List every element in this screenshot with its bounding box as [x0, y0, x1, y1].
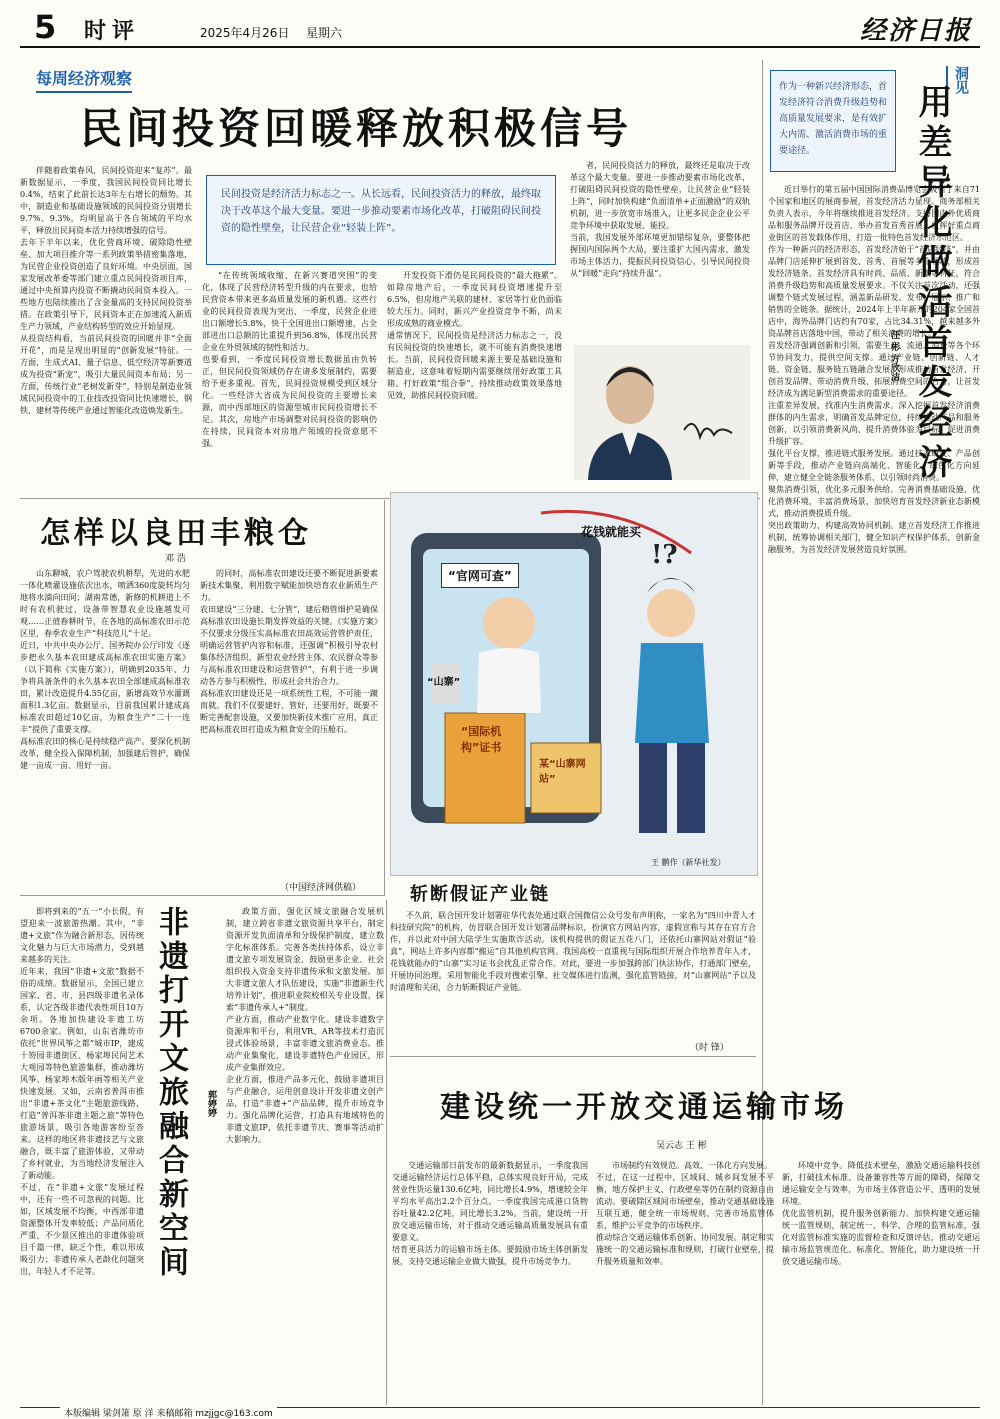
newspaper-logo: 经济日报	[860, 16, 973, 46]
main-pull-quote: 民间投资是经济活力标志之一。从长远看，民间投资活力的释放，最终取决于改革这个最大变量。要进一步推动要素市场化改革，打破阻碍民间投资的隐性壁垒，让民营企业“轻装上阵”。	[206, 175, 556, 265]
fake-cert-body: 不久前，联合国开发计划署驻华代表处通过联合国微信公众号发布声明称，一家名为“四川中青人才科技研究院”的机构，仿冒联合国开发计划署品牌标识，扮演官方网站内容，虚假宣称与其存在官方合作，并以此对中国大陆学生实施欺诈活动。该机构提供的假证五花八门，还依托山寨网站对假证“验真”，网站上许多内容都“搬运”自其他机构官网。我国高校一直重视与国际组织开展合作培养青年人才，花钱就能办的“山寨”实习证书会扰乱正常合作。对此，要进一步加强跨部门执法协作，打通部门壁垒，开展协同治理。采用智能化手段对搜索引擎、社交媒体进行监测，强化监管链接，对“山寨网站”予以及时清理和关闭，合力斩断假证产业链。	[390, 911, 756, 992]
author-portrait	[574, 345, 750, 480]
main-body-col3: 开发投资下滑仍是民间投资的“最大拖累”。如除房地产后，一季度民间投资增速提升至6.5%，但房地产关联的建材、家居等行业仍面临较大压力。同时，新兴产业投资竞争不断，尚未形成成熟的商业模式。 通常情况下，民间投资是经济活力标志之一，没有民间投资的快速增长，就不可能有消费快速增长。当前，民间投资回暖来源主要是基础设施和制造业，这意味着短期内需要继续用好政策工具箱、打好政策“组合拳”，持续推动政策效果落地见效，助推民间投资回暖。	[387, 271, 562, 400]
dongjian-pull-quote: 作为一种新兴经济形态，首发经济符合消费升级趋势和高质量发展要求，是有效扩大内需、激活消费市场的重要途径。	[770, 70, 896, 172]
divider-fake-cert	[390, 1056, 756, 1057]
main-body-col2: “在传统领域收缩、在新兴赛道突围”的变化，体现了民营经济转型升级的内在要求，也给民营资本带来更多高质量发展的新机遇。这些行业的民间投资表现为突出，一季度，民营企业进出口额增长5.8%，快于全国进出口额增速，占全部进出口总额的比重提升到56.8%，体现出民营企业在外贸领域的韧性和活力。 也要看到，一季度民间投资增长数据虽由负转正，但民间投资领域仍存在诸多发展制约，需要给予更多重视。首先，民间投资规模受到区域分化。一些经济大省成为民间投资的主要增长来源，而中西部地区的资源型城市民间投资增长不足。其次，房地产市场调整对民间投资的影响仍在持续，民间资本对房地产领域的投资意愿不强。	[202, 271, 377, 448]
main-body-col1: 伴随着政策春风，民间投资迎来“复苏”。最新数据显示，一季度，我国民间投资同比增长0.4%，结束了此前长达3年左右增长的颓势。其中，制造业和基础设施领域的民间投资分别增长9.7%、9.3%，均明显高于各自领域的平均水平，释放出民间资本活力持续增强的信号。 去年下半年以来，优化营商环境、破除隐性壁垒、加大项目推介等一系列政策举措密集落地，为民营企业投资创造了良好环境。中央层面，国家发展改革委等部门建立重点民间投资项目库，通过中央预算内投资不断撬动民间资本投入。一些地方也陆续推出了含金量高的支持民间投资举措。在政策引导下，民间资本正在加速流入新质生产力领域，产业结构转型的效应开始显现。 从投资结构看，当前民间投资的回暖并非“全面开花”，而是呈现出明显的“创新发展”特征。一方面，生成式AI、量子信息、低空经济等新赛道成为投资“新宠”，吸引大量民间资本布局；另一方面，传统行业“老树发新芽”，特别是制造业领域民间投资中的工业技改投资同比快速增长，钢铁、建材等传统产业通过智能化改造焕发新生。	[20, 166, 192, 415]
cartoon-exclaim: !?	[651, 540, 678, 570]
fake-cert-headline: 斩断假证产业链	[410, 884, 550, 905]
cartoon-label-certificate: “国际机构”证书	[461, 725, 502, 754]
transport-body-col3: 环境中竞争。降低技术壁垒，激励交通运输科技创新，打破技术标准、设备兼容性等方面的障碍，保障交通运输安全与效率，为市场主体营造公平、透明的发展环境。 优化监管机制，提升服务创新能力。加快构建交通运输统一监管规则，制定统一、科学、合理的监管标准，强化对监管标准实施的监督检查和反馈评估，推动交通运输市场监管规范化、标准化、智能化，助力建设统一开放交通运输市场。	[782, 1161, 980, 1266]
cartoon-label-official: “官网可查”	[441, 563, 519, 588]
dongjian-body: 近日举行的第五届中国国际消费品博览会吸引了来自71个国家和地区的展商参展，首发经济活力显现。商务部相关负责人表示，今年将继续推进首发经济。支持国内外优质商品和服务品牌开设首店、举办首发首秀首展，发挥好重点商业街区的首发载体作用，打造一批特色首发经济示范区。 作为一种新兴的经济形态，首发经济始于“首店经济”，并由品牌门店延伸扩展到首发、首秀、首展等多个领域，形成首发经济链条。首发经济具有时尚、品质、新潮等特征，符合消费升级趋势和高质量发展要求。不仅关注首次活动，还强调整个链式发展过程，涵盖新品研发、发布、展示、推广和销售的全链条。据统计，2024年上半年新开的204家全国首店中，海外品牌门店约有70家，占比34.31%，越来越多外资品牌首店落地中国，带动了相关消费的增长。 首发经济强调创新和引领，需要生产、流通、消费等各个环节协同发力，提供空间支撑。通过产业链、创新链、人才链、资金链、服务链五链融合发展，形成推动首发经济、开创首发品牌、带动消费升级、拓展消费空间的合力，让首发经济成为满足新型消费需求的重要途径。 注重差异发展，找准内生消费需求。深入挖掘首发经济消费群体的内生需求，明确首发品牌定位，持续推动产品和服务创新，以引领消费新风尚、提升消费体验为目标，促进消费升级扩容。 强化平台支撑，推进链式服务发展。通过技术研发、产品创新等手段，推动产业链向高端化、智能化、绿色化方向延伸，建立健全全链条服务体系，以引领时尚消费。 聚焦消费引领，优化多元服务供给。完善消费基础设施，优化消费环境，丰富消费场景，加快培育首发经济新业态新模式，推动消费提质升级。 突出政策助力，构建高效协同机制。建立首发经济工作推进机制，统筹协调相关部门，健全知识产权保护体系，创新金融服务，为首发经济发展营造良好氛围。	[768, 185, 980, 554]
issue-date: 2025年4月26日	[200, 26, 290, 40]
grain-source: （中国经济网供稿）	[280, 883, 362, 893]
column-tag: 每周经济观察	[36, 66, 132, 93]
main-body-col4: 者，民间投资活力的释放，最终还是取决于改革这个最大变量。要进一步推动要素市场化改革，打破阻碍民间投资的隐性壁垒，让民营企业“轻装上阵”，同时加快构建“负面清单+正面激励”的双轨机制，进一步放宽市场准入，让更多民企企业公平竞争环境中获取发展、能投。 当前，我国发展外部环境更加错综复杂，要整体把握国内国际两个大局，要注重扩大国内需求，激发市场主体活力，提振民间投资信心，引导民间投资从“回暖”走向“持续升温”。	[570, 161, 750, 278]
divider-grain	[384, 500, 385, 895]
footer-editors: 本版编辑 梁剑箫 原 洋 来稿邮箱 mzjjgc@163.com	[60, 1406, 277, 1419]
grain-body-col1: 山东聊城，农户驾驶农机耕犁，先进的水肥一体化喷灌设施依次出水，喷洒360度旋转均匀地将水滴向田间；湖南常德，新修的机耕道上不时有农机驶过，设备带智慧农业设施越发可观……正值春耕时节，在各地的高标准农田示范区里，春季农业生产“科技范儿”十足。 近日，中共中央办公厅、国务院办公厅印发《逐步把永久基本农田建成高标准农田实施方案》（以下简称《实施方案》），明确到2035年，力争将具备条件的永久基本农田全部建成高标准农田，累计改造提升4.55亿亩，新增高效节水灌溉面积1.3亿亩。数据显示，目前我国累计建成高标准农田超过10亿亩，为粮食生产“二十一连丰”提供了重要支撑。 高标准农田的核心是持续稳产高产。要深化机制改革，健全投入保障机制，加强建后管护，确保建一亩成一亩、用好一亩。	[20, 569, 190, 770]
cartoon	[390, 492, 758, 876]
heritage-author: 郭婷婷	[206, 1090, 216, 1117]
masthead-rule	[20, 46, 980, 48]
heritage-body-col2: 政策方面，强化区域文旅融合发展机制，建立跨省非遗文旅资源共享平台，制定资源开发负面清单和分级保护制度，建立数字化标准体系。完善各类扶持体系，设立非遗文旅专项发展资金，鼓励更多企业、社会组织投入资金支持非遗传承和文旅发展。加大非遗文旅人才队伍建设，实施“非遗新生代培养计划”，推进职业院校相关专业设置，探索“非遗传承人+”制度。 产业方面，推动产业数字化。建设非遗数字资源库和平台，利用VR、AR等技术打造沉浸式体验场景，丰富非遗文旅消费业态。推动产业集聚化，建设非遗特色产业园区，形成产业集群效应。 企业方面，推进产品多元化，鼓励非遗项目与产业融合，运用创意设计开发非遗文创产品，打造“非遗+”产品品牌，提升市场竞争力。强化品牌化运营，打造具有地域特色的非遗文旅IP，依托非遗节庆、赛事等活动扩大影响力。	[226, 907, 384, 1144]
divider-heritage	[386, 900, 387, 1405]
divider-grain-bottom	[20, 895, 385, 896]
issue-weekday: 星期六	[306, 26, 343, 40]
transport-body-col1: 交通运输部日前发布的最新数据显示，一季度我国交通运输经济运行总体平稳，总体实现良好开局，完成营业性货运量130.6亿吨，同比增长4.9%，增速较全年平均水平高出2.2个百分点。一季度我国完成港口货物吞吐量42.2亿吨，同比增长3.2%。当前，建设统一开放交通运输市场，对于推动交通运输高质量发展具有重要意义。 培育更具活力的运输市场主体。要鼓励市场主体创新发展，支持交通运输企业做大做强，提升市场竞争力。	[392, 1161, 588, 1266]
grain-body-col2: 的同时，高标准农田建设还要不断促进新要素新技术集聚，利用数字赋能加快培育农业新质生产力。 农田建设“三分建、七分管”，建后精管细护是确保高标准农田设施长期发挥效益的关键。《实施方案》不仅要求分级压实高标准农田高效运营管护责任，明确运营管护内容和标准，还强调“积极引导农村集体经济组织、新型农业经营主体、农民群众等参与高标准农田建设和运营管护”，有利于进一步调动各方参与积极性，形成社会共治合力。 高标准农田建设还是一项系统性工程，不可能一蹴而就。我们不仅要建好、管好，还要用好，既要不断完善配套设施，又要加快新技术推广应用，真正把高标准农田打造成为粮食安全的压舱石。	[200, 569, 378, 734]
transport-body-col2: 市场制约有效规范。高效、一体化方向发展。 不过，在这一过程中，区域间、城乡间发展不平衡，地方保护主义、行政壁垒等仍在制约资源自由流动。要破除区域间市场壁垒，推动交通基础设施互联互通，健全统一市场规则，完善市场监管体系，维护公平竞争的市场秩序。 推动综合交通运输体系创新、协同发展。制定和实施统一的交通运输标准和规则，打破行业壁垒，提升服务质量和效率。	[596, 1161, 774, 1266]
dongjian-column-tag: 洞见	[946, 66, 971, 94]
heritage-headline: 非遗打开文旅融合新空间	[153, 906, 188, 1280]
cartoon-credit: 王 鹏作（新华社发）	[651, 858, 726, 867]
transport-headline: 建设统一开放交通运输市场	[440, 1090, 848, 1125]
main-headline: 民间投资回暖释放积极信号	[80, 104, 633, 153]
cartoon-label-site: 某“山寨网站”	[539, 759, 586, 785]
fake-cert-signature: （时 锋）	[690, 1043, 729, 1053]
section-title: 时评	[84, 19, 141, 44]
dongjian-headline: 用差异化做活首发经济	[912, 84, 952, 484]
grain-headline: 怎样以良田丰粮仓	[40, 516, 312, 551]
page-number: 5	[34, 8, 57, 46]
heritage-body-col1: 即将到来的“五一”小长假，有望迎来一波旅游热潮。其中，“非遗+文旅”作为融合新形态，因传统文化魅力与巨大市场潜力，受到越来越多的关注。 近年来，我国“非遗+文旅”数据不俗的成绩。数据显示，全国已建立国家、省、市、县四级非遗名录体系，认定各级非遗代表性项目10万余项。各地加快建设非遗工坊6700余家。例如，山东省潍坊市依托“世界风筝之都”城市IP，建成十笏园非遗街区、杨家埠民间艺术大观园等特色旅游集群，推动潍坊风筝、杨家埠木版年画等相关产业快速发展。又如，云南省普洱市推出“非遗+茶文化”主题旅游线路，打造“普洱茶非遗主题之旅”等特色旅游场景，吸引各地游客纷至沓来。这样的地区将非遗技艺与文旅融合，既丰富了旅游体验，又带动了乡村就业，为当地经济发展注入了新动能。 不过，在“非遗+文旅”发展过程中，还有一些不可忽视的问题。比如，区域发展不均衡，中西部非遗资源整体开发率较低；产品同质化严重，不少景区推出的非遗体验项目千篇一律，缺乏个性，难以形成吸引力；非遗传承人老龄化问题突出，年轻人才不足等。	[20, 907, 144, 1276]
dongjian-author: 汪 彬 方欣洁	[889, 330, 899, 382]
cartoon-label-fake: “山寨”	[427, 677, 461, 688]
cartoon-label-buy: 花钱就能买	[581, 525, 642, 539]
author-photo-icon	[574, 345, 750, 480]
transport-author: 吴云志 王 彬	[656, 1141, 707, 1151]
grain-author: 邓 浩	[165, 554, 186, 564]
